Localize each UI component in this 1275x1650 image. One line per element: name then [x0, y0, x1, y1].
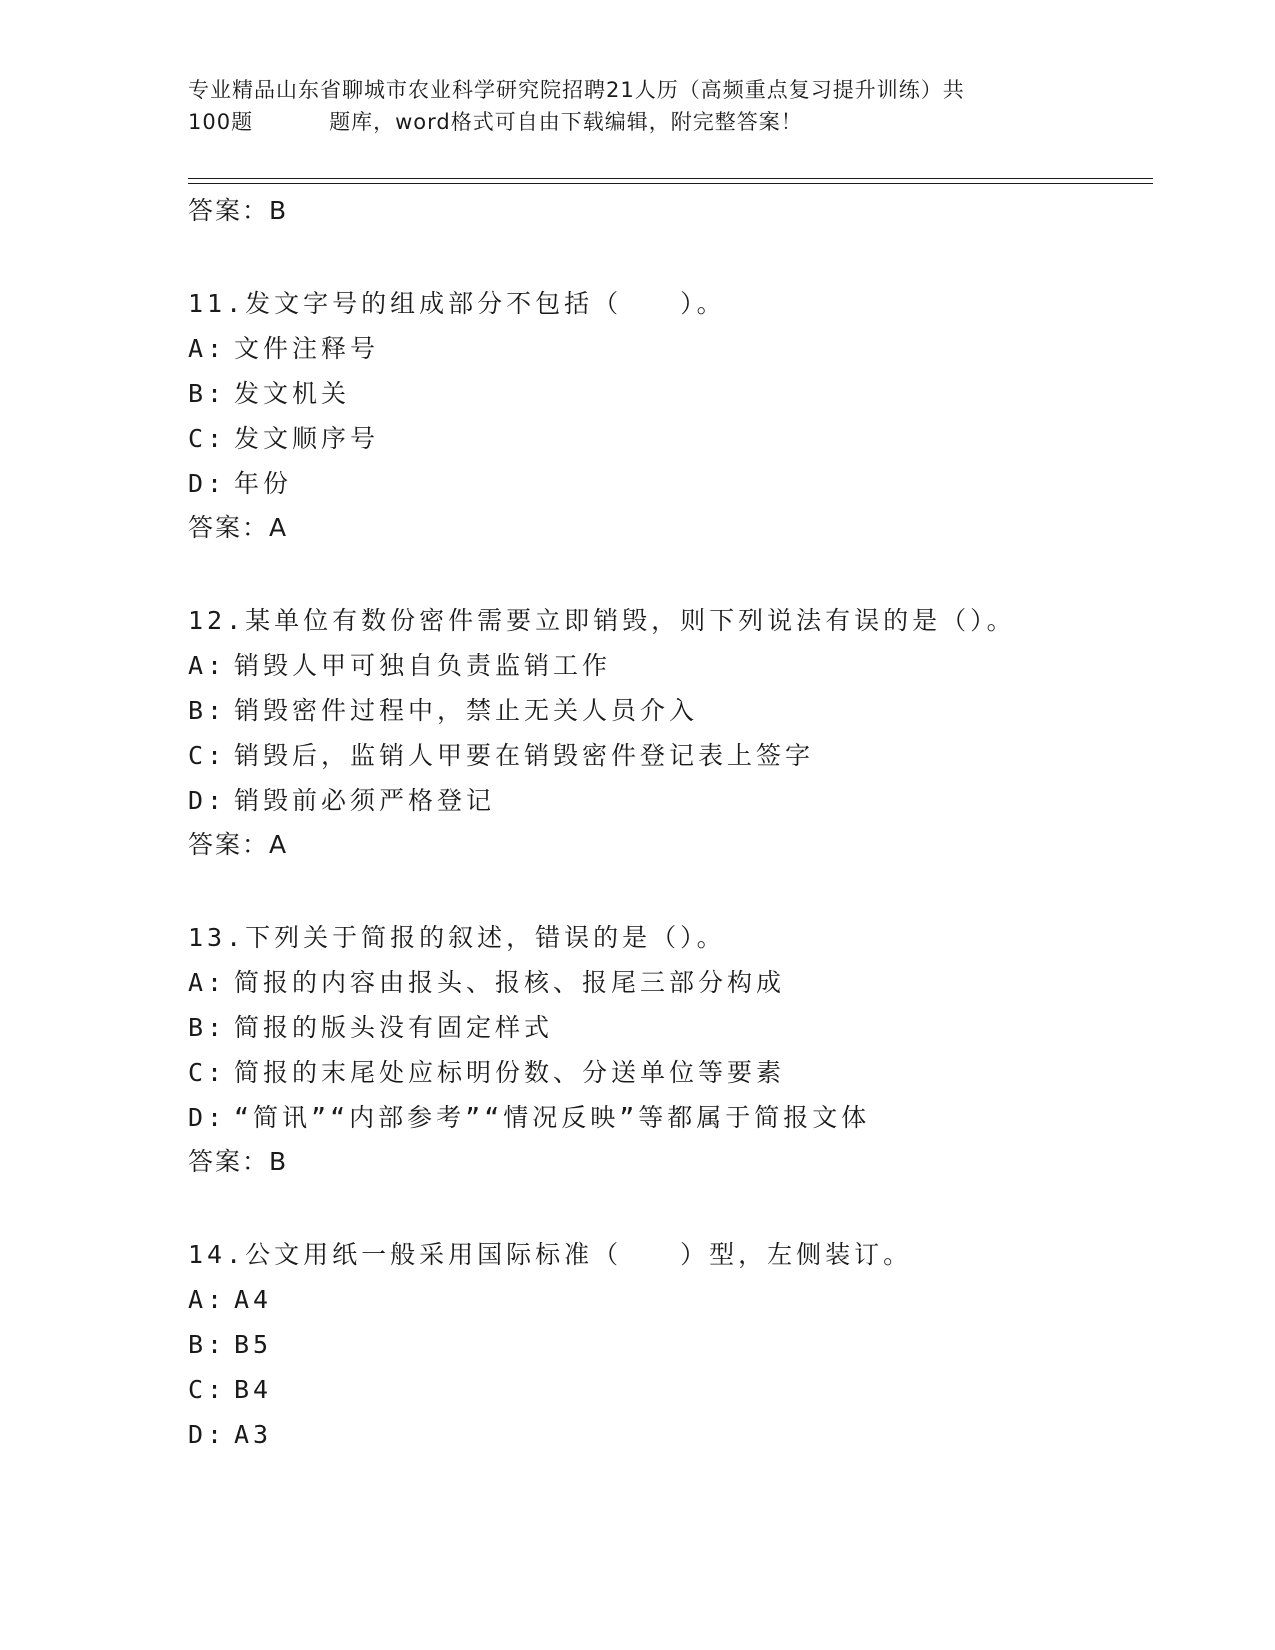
option-d — [188, 778, 1148, 823]
option-d — [188, 461, 1148, 506]
option-key: A: — [188, 334, 227, 363]
question-stem: 11.发文字号的组成部分不包括（ ）。 — [188, 289, 726, 318]
option-key: B: — [188, 379, 227, 408]
option-a — [188, 326, 1148, 371]
option-text: 发文机关 — [234, 379, 351, 408]
option-c — [188, 1050, 1148, 1095]
header-description: 题库，word格式可自由下载编辑，附完整答案！ — [329, 110, 803, 134]
option-text: A4 — [234, 1285, 273, 1314]
option-text: 发文顺序号 — [234, 424, 380, 453]
option-b — [188, 688, 1148, 733]
option-key: D: — [188, 786, 227, 815]
option-c — [188, 1367, 1148, 1412]
header-divider-top — [188, 178, 1153, 179]
option-b — [188, 371, 1148, 416]
option-text: 简报的末尾处应标明份数、分送单位等要素 — [234, 1058, 786, 1087]
question-14 — [188, 1232, 1148, 1457]
option-c — [188, 416, 1148, 461]
option-text: A3 — [234, 1420, 273, 1449]
option-key: A: — [188, 1285, 227, 1314]
option-text: “简讯”“内部参考”“情况反映”等都属于简报文体 — [234, 1103, 871, 1132]
option-text: 年份 — [234, 469, 293, 498]
header-line-2 — [188, 106, 1088, 138]
option-text: 文件注释号 — [234, 334, 380, 363]
option-key: D: — [188, 1420, 227, 1449]
question-12 — [188, 598, 1148, 867]
header-divider-bottom — [188, 183, 1153, 184]
answer-line: 答案：A — [188, 830, 289, 859]
header-question-count: 100题 — [188, 110, 254, 134]
option-a — [188, 960, 1148, 1005]
option-text: 销毁前必须严格登记 — [234, 786, 496, 815]
option-key: A: — [188, 968, 227, 997]
option-text: 简报的内容由报头、报核、报尾三部分构成 — [234, 968, 786, 997]
option-key: C: — [188, 741, 227, 770]
option-key: B: — [188, 1013, 227, 1042]
option-key: A: — [188, 651, 227, 680]
option-key: C: — [188, 424, 227, 453]
option-key: B: — [188, 696, 227, 725]
option-key: C: — [188, 1058, 227, 1087]
option-key: D: — [188, 1103, 227, 1132]
option-text: 简报的版头没有固定样式 — [234, 1013, 554, 1042]
header-line-1: 专业精品山东省聊城市农业科学研究院招聘21人历（高频重点复习提升训练）共 — [188, 78, 965, 102]
option-key: D: — [188, 469, 227, 498]
document-header — [188, 74, 1088, 138]
option-a — [188, 1277, 1148, 1322]
option-b — [188, 1005, 1148, 1050]
question-13 — [188, 915, 1148, 1184]
option-d — [188, 1095, 1148, 1140]
question-stem: 12.某单位有数份密件需要立即销毁，则下列说法有误的是（）。 — [188, 606, 1016, 635]
option-key: B: — [188, 1330, 227, 1359]
question-stem: 14.公文用纸一般采用国际标准（ ）型，左侧装订。 — [188, 1240, 913, 1269]
answer-line: 答案：A — [188, 513, 289, 542]
option-text: 销毁密件过程中，禁止无关人员介入 — [234, 696, 699, 725]
option-c — [188, 733, 1148, 778]
option-text: 销毁后，监销人甲要在销毁密件登记表上签字 — [234, 741, 815, 770]
option-d — [188, 1412, 1148, 1457]
option-text: B5 — [234, 1330, 273, 1359]
question-stem: 13.下列关于简报的叙述，错误的是（）。 — [188, 923, 726, 952]
question-11 — [188, 281, 1148, 550]
option-text: 销毁人甲可独自负责监销工作 — [234, 651, 612, 680]
option-text: B4 — [234, 1375, 273, 1404]
option-b — [188, 1322, 1148, 1367]
previous-answer: 答案：B — [188, 196, 289, 225]
answer-line: 答案：B — [188, 1147, 289, 1176]
question-list — [188, 189, 1148, 1457]
option-a — [188, 643, 1148, 688]
option-key: C: — [188, 1375, 227, 1404]
